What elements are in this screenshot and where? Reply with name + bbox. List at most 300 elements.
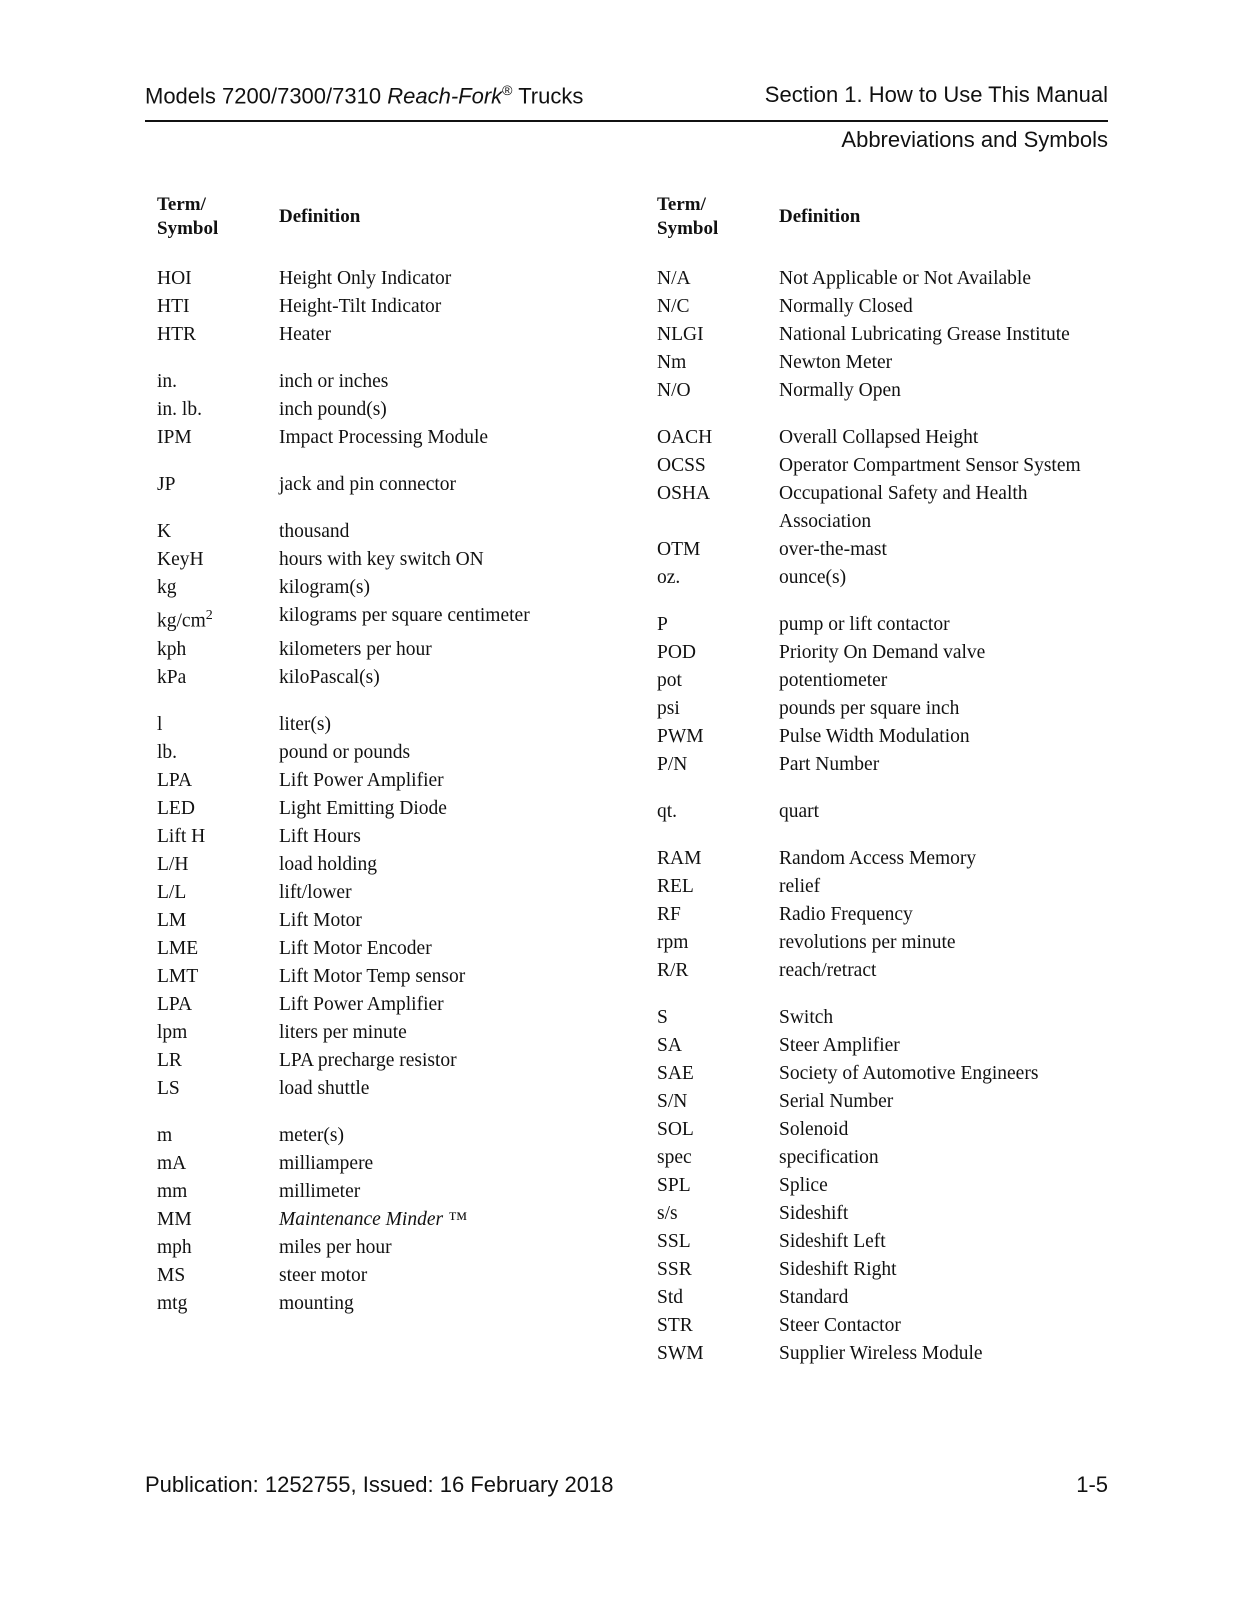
term-text: OSHA	[657, 483, 711, 504]
term-text: LS	[157, 1077, 180, 1099]
abbreviation-definition: Solenoid	[779, 1119, 849, 1140]
abbreviation-entry	[157, 424, 627, 452]
term-text: MS	[157, 1264, 186, 1286]
abbreviation-definition: steer motor	[279, 1264, 368, 1286]
term-text: lpm	[157, 1021, 188, 1043]
abbreviation-definition: Society of Automotive Engineers	[779, 1063, 1039, 1084]
abbreviation-definition: meter(s)	[279, 1124, 344, 1146]
abbreviation-term	[657, 929, 779, 957]
term-text: N/A	[657, 268, 691, 289]
abbreviation-definition: kilometers per hour	[279, 638, 432, 660]
abbreviation-term	[157, 1206, 279, 1234]
abbreviation-term	[657, 1060, 779, 1088]
abbreviation-definition: Normally Open	[779, 380, 901, 401]
abbreviation-definition: lift/lower	[279, 881, 352, 903]
entry-group	[657, 1004, 1127, 1368]
abbreviation-definition: Heater	[279, 324, 331, 345]
abbreviation-term	[157, 1019, 279, 1047]
abbreviation-term	[157, 368, 279, 396]
term-text: SPL	[657, 1175, 691, 1196]
abbreviation-term	[657, 536, 779, 564]
term-text: qt.	[657, 801, 678, 822]
abbreviation-definition: National Lubricating Grease Institute	[779, 324, 1070, 345]
term-text: LPA	[157, 769, 193, 791]
abbreviation-definition: pump or lift contactor	[779, 614, 950, 635]
abbreviation-term	[657, 611, 779, 639]
abbreviation-entry	[157, 293, 627, 321]
abbreviation-definition: jack and pin connector	[279, 474, 457, 495]
abbreviation-definition: Impact Processing Module	[279, 427, 489, 448]
abbreviation-term	[657, 695, 779, 723]
abbreviation-term	[157, 1075, 279, 1103]
abbreviation-entry	[657, 564, 1127, 592]
term-text: PWM	[657, 726, 704, 747]
term-text: STR	[657, 1315, 693, 1336]
abbreviation-term	[157, 795, 279, 823]
abbreviations-column-left	[157, 193, 627, 1337]
abbreviation-entry	[157, 518, 627, 546]
abbreviation-definition: liters per minute	[279, 1021, 407, 1043]
abbreviation-term	[657, 349, 779, 377]
abbreviation-definition: Lift Motor	[279, 909, 362, 931]
term-text: lb.	[157, 741, 178, 763]
abbreviation-definition: over-the-mast	[779, 539, 887, 560]
abbreviation-term	[657, 873, 779, 901]
abbreviation-entry	[157, 602, 627, 636]
abbreviation-entry	[157, 1234, 627, 1262]
abbreviation-term	[657, 1088, 779, 1116]
term-text: LME	[157, 937, 199, 959]
term-text: HOI	[157, 268, 192, 289]
abbreviation-term	[157, 664, 279, 692]
abbreviation-entry	[657, 321, 1127, 349]
abbreviation-definition: Maintenance Minder ™	[279, 1208, 468, 1230]
abbreviation-entry	[657, 1228, 1127, 1256]
abbreviation-entry	[657, 377, 1127, 405]
term-text: SA	[657, 1035, 682, 1056]
term-text: m	[157, 1124, 173, 1146]
abbreviation-definition: Lift Hours	[279, 825, 361, 847]
abbreviation-entry	[157, 396, 627, 424]
entry-groups	[157, 265, 627, 1318]
term-text: LM	[157, 909, 187, 931]
abbreviation-term	[657, 265, 779, 293]
entry-groups	[657, 265, 1127, 1368]
abbreviation-entry	[657, 452, 1127, 480]
abbreviation-entry	[657, 1060, 1127, 1088]
term-text: mm	[157, 1180, 188, 1202]
abbreviation-definition: ounce(s)	[779, 567, 847, 588]
abbreviation-term	[157, 265, 279, 293]
abbreviation-definition: Random Access Memory	[779, 848, 977, 869]
abbreviation-entry	[157, 1178, 627, 1206]
abbreviation-definition: liter(s)	[279, 713, 331, 735]
running-header-title	[145, 82, 583, 109]
abbreviation-term	[657, 639, 779, 667]
term-superscript: 2	[205, 608, 213, 623]
abbreviation-definition: Lift Power Amplifier	[279, 993, 444, 1015]
registered-mark: ®	[502, 82, 513, 98]
abbreviation-definition: load holding	[279, 853, 378, 875]
abbreviation-entry	[657, 695, 1127, 723]
abbreviation-entry	[157, 711, 627, 739]
abbreviation-term	[157, 991, 279, 1019]
abbreviation-term	[157, 471, 279, 499]
abbreviation-term	[657, 901, 779, 929]
abbreviation-entry	[657, 611, 1127, 639]
abbreviation-entry	[157, 991, 627, 1019]
abbreviation-definition: millimeter	[279, 1180, 361, 1202]
abbreviation-definition: Lift Power Amplifier	[279, 769, 444, 791]
term-text: R/R	[657, 960, 689, 981]
abbreviation-term	[657, 480, 779, 536]
abbreviation-term	[657, 667, 779, 695]
abbreviation-entry	[157, 795, 627, 823]
term-text: P/N	[657, 754, 688, 775]
abbreviation-definition: Occupational Safety and Health Association	[779, 483, 1028, 532]
abbreviation-term	[157, 1122, 279, 1150]
abbreviation-definition: inch pound(s)	[279, 399, 387, 420]
abbreviation-definition: Pulse Width Modulation	[779, 726, 970, 747]
abbreviation-term	[657, 1312, 779, 1340]
abbreviation-term	[657, 1004, 779, 1032]
abbreviation-definition: Lift Motor Encoder	[279, 937, 432, 959]
abbreviation-definition: specification	[779, 1147, 879, 1168]
term-text: REL	[657, 876, 694, 897]
term-text: kph	[157, 638, 187, 660]
term-text: SSR	[657, 1259, 692, 1280]
abbreviation-entry	[657, 751, 1127, 779]
entry-group	[657, 424, 1127, 592]
section-subtitle: Abbreviations and Symbols	[841, 127, 1108, 152]
abbreviation-term	[157, 518, 279, 546]
abbreviation-entry	[657, 536, 1127, 564]
abbreviation-entry	[157, 879, 627, 907]
abbreviation-definition: Sideshift	[779, 1203, 849, 1224]
term-symbol-heading	[157, 193, 267, 241]
abbreviation-term	[657, 424, 779, 452]
term-text: L/H	[157, 853, 189, 875]
abbreviation-entry	[157, 767, 627, 795]
definition-heading: Definition	[779, 206, 861, 227]
abbreviation-definition: mounting	[279, 1292, 354, 1314]
term-text: NLGI	[657, 324, 704, 345]
abbreviation-entry	[657, 1200, 1127, 1228]
term-text: rpm	[657, 932, 689, 953]
abbreviation-term	[157, 851, 279, 879]
abbreviation-definition: Overall Collapsed Height	[779, 427, 979, 448]
abbreviation-entry	[657, 1004, 1127, 1032]
term-text: S/N	[657, 1091, 688, 1112]
term-heading-line2: Symbol	[657, 218, 719, 239]
abbreviation-term	[157, 935, 279, 963]
abbreviation-term	[657, 723, 779, 751]
abbreviation-term	[157, 739, 279, 767]
abbreviation-definition: Height-Tilt Indicator	[279, 296, 442, 317]
abbreviation-definition: pounds per square inch	[779, 698, 960, 719]
abbreviation-entry	[657, 798, 1127, 826]
abbreviation-definition: Supplier Wireless Module	[779, 1343, 983, 1364]
term-text: HTI	[157, 296, 190, 317]
abbreviation-entry	[157, 1047, 627, 1075]
abbreviation-entry	[157, 265, 627, 293]
abbreviation-entry	[157, 1019, 627, 1047]
abbreviation-entry	[157, 963, 627, 991]
abbreviation-entry	[157, 1290, 627, 1318]
abbreviation-term	[657, 1116, 779, 1144]
abbreviation-definition: Serial Number	[779, 1091, 894, 1112]
abbreviation-term	[157, 1234, 279, 1262]
entry-group	[157, 518, 627, 692]
abbreviation-definition: quart	[779, 801, 820, 822]
abbreviation-term	[157, 767, 279, 795]
abbreviation-definition: Switch	[779, 1007, 834, 1028]
entry-group	[157, 368, 627, 452]
term-heading-line1: Term/	[157, 194, 206, 215]
abbreviation-term	[657, 377, 779, 405]
entry-group	[657, 845, 1127, 985]
term-text: l	[157, 713, 163, 735]
abbreviation-entry	[657, 1340, 1127, 1368]
abbreviation-term	[657, 1144, 779, 1172]
term-text: LED	[157, 797, 195, 819]
abbreviation-entry	[657, 723, 1127, 751]
term-text: S	[657, 1007, 668, 1028]
abbreviation-entry	[657, 639, 1127, 667]
abbreviation-definition: kilograms per square centimeter	[279, 605, 530, 626]
abbreviation-entry	[157, 907, 627, 935]
abbreviation-term	[157, 711, 279, 739]
abbreviation-entry	[157, 851, 627, 879]
term-text: oz.	[657, 567, 681, 588]
abbreviation-term	[657, 751, 779, 779]
term-text: SAE	[657, 1063, 694, 1084]
term-text: mA	[157, 1152, 187, 1174]
abbreviation-entry	[657, 873, 1127, 901]
term-text: Nm	[657, 352, 687, 373]
term-text: kg/cm	[157, 610, 206, 632]
abbreviation-term	[157, 424, 279, 452]
abbreviation-definition: Sideshift Right	[779, 1259, 897, 1280]
abbreviation-term	[657, 1228, 779, 1256]
abbreviation-definition: Light Emitting Diode	[279, 797, 447, 819]
abbreviation-term	[657, 1032, 779, 1060]
abbreviation-entry	[157, 823, 627, 851]
term-text: spec	[657, 1147, 692, 1168]
abbreviation-term	[657, 452, 779, 480]
entry-group	[657, 798, 1127, 826]
abbreviation-term	[157, 823, 279, 851]
abbreviation-entry	[657, 1172, 1127, 1200]
abbreviation-definition: Steer Amplifier	[779, 1035, 900, 1056]
abbreviation-entry	[657, 293, 1127, 321]
abbreviation-term	[657, 957, 779, 985]
abbreviation-definition: Sideshift Left	[779, 1231, 886, 1252]
abbreviation-definition: Standard	[779, 1287, 849, 1308]
entry-group	[657, 611, 1127, 779]
term-text: SWM	[657, 1343, 704, 1364]
abbreviation-entry	[657, 929, 1127, 957]
abbreviation-entry	[157, 1075, 627, 1103]
term-text: MM	[157, 1208, 192, 1230]
abbreviation-definition: milliampere	[279, 1152, 374, 1174]
term-text: OTM	[657, 539, 701, 560]
term-text: JP	[157, 474, 176, 495]
term-text: IPM	[157, 427, 192, 448]
term-text: KeyH	[157, 549, 204, 570]
abbreviation-term	[157, 1150, 279, 1178]
term-text: L/L	[157, 881, 187, 903]
abbreviation-entry	[657, 957, 1127, 985]
abbreviation-definition: Operator Compartment Sensor System	[779, 455, 1081, 476]
abbreviation-entry	[157, 1206, 627, 1234]
abbreviation-entry	[157, 574, 627, 602]
term-text: in. lb.	[157, 399, 202, 420]
term-text: kPa	[157, 666, 187, 688]
abbreviation-definition: Radio Frequency	[779, 904, 913, 925]
abbreviations-column-right	[657, 193, 1127, 1387]
abbreviation-entry	[157, 321, 627, 349]
abbreviation-definition: kiloPascal(s)	[279, 666, 380, 688]
abbreviation-entry	[157, 636, 627, 664]
abbreviation-term	[657, 564, 779, 592]
abbreviation-entry	[157, 739, 627, 767]
abbreviation-term	[157, 1262, 279, 1290]
abbreviation-term	[157, 321, 279, 349]
abbreviation-entry	[157, 664, 627, 692]
term-text: kg	[157, 577, 177, 598]
abbreviation-entry	[657, 1256, 1127, 1284]
term-text: RAM	[657, 848, 702, 869]
abbreviation-term	[657, 321, 779, 349]
abbreviation-entry	[657, 480, 1127, 536]
header-models: Models 7200/7300/7310	[145, 83, 382, 109]
header-rule	[145, 120, 1108, 122]
abbreviation-definition: load shuttle	[279, 1077, 370, 1099]
term-symbol-heading	[657, 193, 767, 241]
abbreviation-term	[157, 293, 279, 321]
abbreviation-entry	[657, 1144, 1127, 1172]
term-text: N/C	[657, 296, 690, 317]
term-text: Std	[657, 1287, 684, 1308]
term-text: K	[157, 521, 172, 542]
abbreviation-definition: Lift Motor Temp sensor	[279, 965, 466, 987]
term-text: Lift H	[157, 825, 206, 847]
entry-group	[157, 711, 627, 1103]
abbreviation-definition: LPA precharge resistor	[279, 1049, 457, 1071]
term-heading-line1: Term/	[657, 194, 706, 215]
abbreviation-definition: Splice	[779, 1175, 828, 1196]
abbreviation-definition: inch or inches	[279, 371, 389, 392]
abbreviation-definition: hours with key switch ON	[279, 549, 484, 570]
running-header-section: Section 1. How to Use This Manual	[764, 82, 1108, 107]
abbreviation-definition: revolutions per minute	[779, 932, 956, 953]
abbreviation-entry	[657, 424, 1127, 452]
term-text: OACH	[657, 427, 713, 448]
term-text: OCSS	[657, 455, 706, 476]
abbreviation-definition: thousand	[279, 521, 350, 542]
abbreviation-term	[157, 963, 279, 991]
abbreviation-definition: potentiometer	[779, 670, 888, 691]
term-text: POD	[657, 642, 697, 663]
term-text: SSL	[657, 1231, 691, 1252]
abbreviation-term	[657, 1340, 779, 1368]
abbreviation-definition: kilogram(s)	[279, 577, 370, 598]
abbreviation-term	[657, 845, 779, 873]
abbreviation-term	[157, 1178, 279, 1206]
abbreviation-definition: Height Only Indicator	[279, 268, 452, 289]
term-text: SOL	[657, 1119, 694, 1140]
header-product: Reach-Fork	[387, 83, 503, 109]
entry-group	[157, 1122, 627, 1318]
abbreviation-term	[157, 1047, 279, 1075]
abbreviation-term	[657, 1172, 779, 1200]
abbreviation-entry	[657, 667, 1127, 695]
term-text: N/O	[657, 380, 691, 401]
publication-info: Publication: 1252755, Issued: 16 February 2018	[145, 1472, 614, 1497]
abbreviation-term	[157, 879, 279, 907]
term-text: LR	[157, 1049, 182, 1071]
term-text: mtg	[157, 1292, 188, 1314]
term-text: HTR	[157, 324, 196, 345]
abbreviation-definition: Not Applicable or Not Available	[779, 268, 1031, 289]
abbreviation-entry	[157, 471, 627, 499]
abbreviation-definition: relief	[779, 876, 821, 897]
abbreviation-definition: Part Number	[779, 754, 880, 775]
abbreviation-term	[157, 602, 279, 636]
abbreviation-entry	[157, 1150, 627, 1178]
column-header	[657, 193, 1127, 265]
abbreviation-definition: Steer Contactor	[779, 1315, 901, 1336]
abbreviation-definition: miles per hour	[279, 1236, 392, 1258]
abbreviation-entry	[157, 935, 627, 963]
definition-heading: Definition	[279, 206, 361, 227]
abbreviation-term	[657, 1200, 779, 1228]
entry-group	[657, 265, 1127, 405]
abbreviation-term	[157, 546, 279, 574]
abbreviation-entry	[157, 1262, 627, 1290]
term-text: RF	[657, 904, 681, 925]
abbreviation-term	[657, 293, 779, 321]
term-text: LPA	[157, 993, 193, 1015]
abbreviation-term	[157, 1290, 279, 1318]
abbreviation-term	[657, 1256, 779, 1284]
abbreviation-definition: Newton Meter	[779, 352, 893, 373]
abbreviation-entry	[157, 368, 627, 396]
abbreviation-entry	[157, 1122, 627, 1150]
term-text: LMT	[157, 965, 199, 987]
abbreviation-entry	[657, 845, 1127, 873]
term-text: pot	[657, 670, 682, 691]
entry-group	[157, 471, 627, 499]
term-text: s/s	[657, 1203, 678, 1224]
abbreviation-definition: Priority On Demand valve	[779, 642, 986, 663]
term-text: in.	[157, 371, 178, 392]
abbreviation-term	[157, 907, 279, 935]
abbreviation-term	[157, 636, 279, 664]
entry-group	[157, 265, 627, 349]
abbreviation-entry	[657, 265, 1127, 293]
term-text: psi	[657, 698, 680, 719]
abbreviation-term	[157, 396, 279, 424]
column-header	[157, 193, 627, 265]
abbreviation-entry	[657, 901, 1127, 929]
abbreviation-entry	[657, 1088, 1127, 1116]
abbreviation-definition: reach/retract	[779, 960, 877, 981]
abbreviation-definition: pound or pounds	[279, 741, 411, 763]
term-heading-line2: Symbol	[157, 218, 219, 239]
abbreviation-entry	[157, 546, 627, 574]
